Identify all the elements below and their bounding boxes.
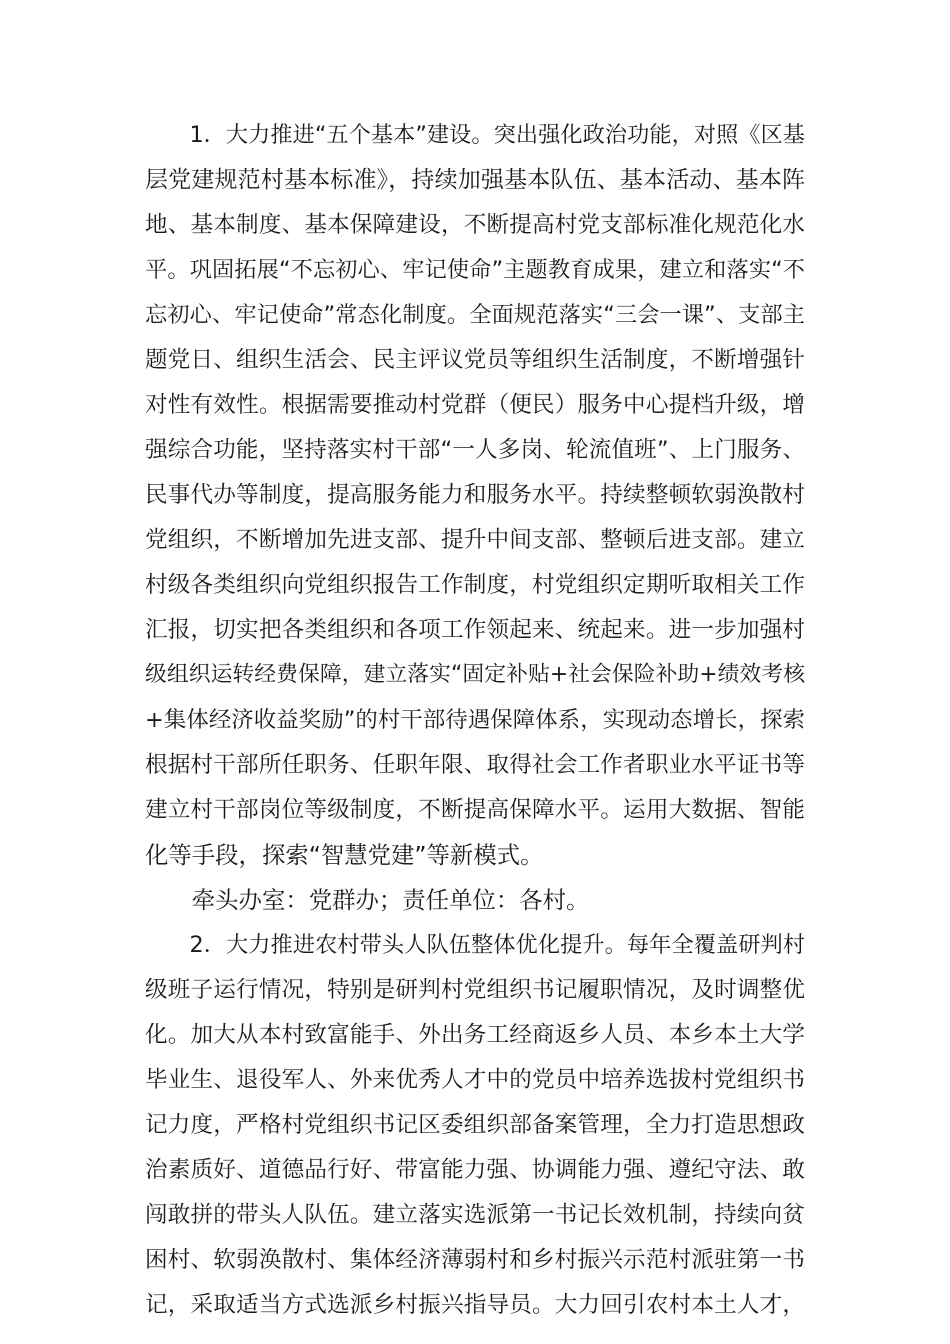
text-line: 牵头办室：党群办；责任单位：各村。 (145, 886, 590, 914)
text-line: 记，采取适当方式选派乡村振兴指导员。大力回引农村本土人才， (145, 1292, 805, 1318)
text-line: 汇报，切实把各类组织和各项工作领起来、统起来。进一步加强村 (145, 617, 805, 643)
text-line: 根据村干部所任职务、任职年限、取得社会工作者职业水平证书等 (145, 752, 805, 778)
text-line: 民事代办等制度，提高服务能力和服务水平。持续整顿软弱涣散村 (145, 482, 805, 508)
text-line: 村级各类组织向党组织报告工作制度，村党组织定期听取相关工作 (145, 572, 805, 598)
text-line: 强综合功能，坚持落实村干部“一人多岗、轮流值班”、上门服务、 (145, 437, 805, 463)
text-line: 毕业生、退役军人、外来优秀人才中的党员中培养选拔村党组织书 (145, 1067, 805, 1093)
text-line: 层党建规范村基本标准》，持续加强基本队伍、基本活动、基本阵 (145, 167, 805, 193)
text-line: 困村、软弱涣散村、集体经济薄弱村和乡村振兴示范村派驻第一书 (145, 1247, 805, 1273)
text-line: 2．大力推进农村带头人队伍整体优化提升。每年全覆盖研判村 (145, 932, 805, 958)
text-line: 1．大力推进“五个基本”建设。突出强化政治功能，对照《区基 (145, 122, 805, 148)
text-line: 闯敢拼的带头人队伍。建立落实选派第一书记长效机制，持续向贫 (145, 1202, 805, 1228)
text-line: 题党日、组织生活会、民主评议党员等组织生活制度，不断增强针 (145, 347, 805, 373)
text-line: 建立村干部岗位等级制度，不断提高保障水平。运用大数据、智能 (145, 797, 805, 823)
text-line: 化。加大从本村致富能手、外出务工经商返乡人员、本乡本土大学 (145, 1022, 805, 1048)
text-line: 党组织，不断增加先进支部、提升中间支部、整顿后进支部。建立 (145, 527, 805, 553)
text-line: 忘初心、牢记使命”常态化制度。全面规范落实“三会一课”、支部主 (145, 302, 805, 328)
text-line: 级班子运行情况，特别是研判村党组织书记履职情况，及时调整优 (145, 977, 805, 1003)
text-line: +集体经济收益奖励”的村干部待遇保障体系，实现动态增长，探索 (145, 707, 805, 733)
text-line: 治素质好、道德品行好、带富能力强、协调能力强、遵纪守法、敢 (145, 1157, 805, 1183)
text-line: 记力度，严格村党组织书记区委组织部备案管理，全力打造思想政 (145, 1112, 805, 1138)
text-line: 地、基本制度、基本保障建设，不断提高村党支部标准化规范化水 (145, 212, 805, 238)
text-line: 级组织运转经费保障，建立落实“固定补贴+社会保险补助+绩效考核 (145, 662, 805, 687)
text-line: 平。巩固拓展“不忘初心、牢记使命”主题教育成果，建立和落实“不 (145, 257, 805, 283)
text-line: 化等手段，探索“智慧党建”等新模式。 (145, 841, 544, 869)
text-line: 对性有效性。根据需要推动村党群（便民）服务中心提档升级，增 (145, 392, 805, 418)
